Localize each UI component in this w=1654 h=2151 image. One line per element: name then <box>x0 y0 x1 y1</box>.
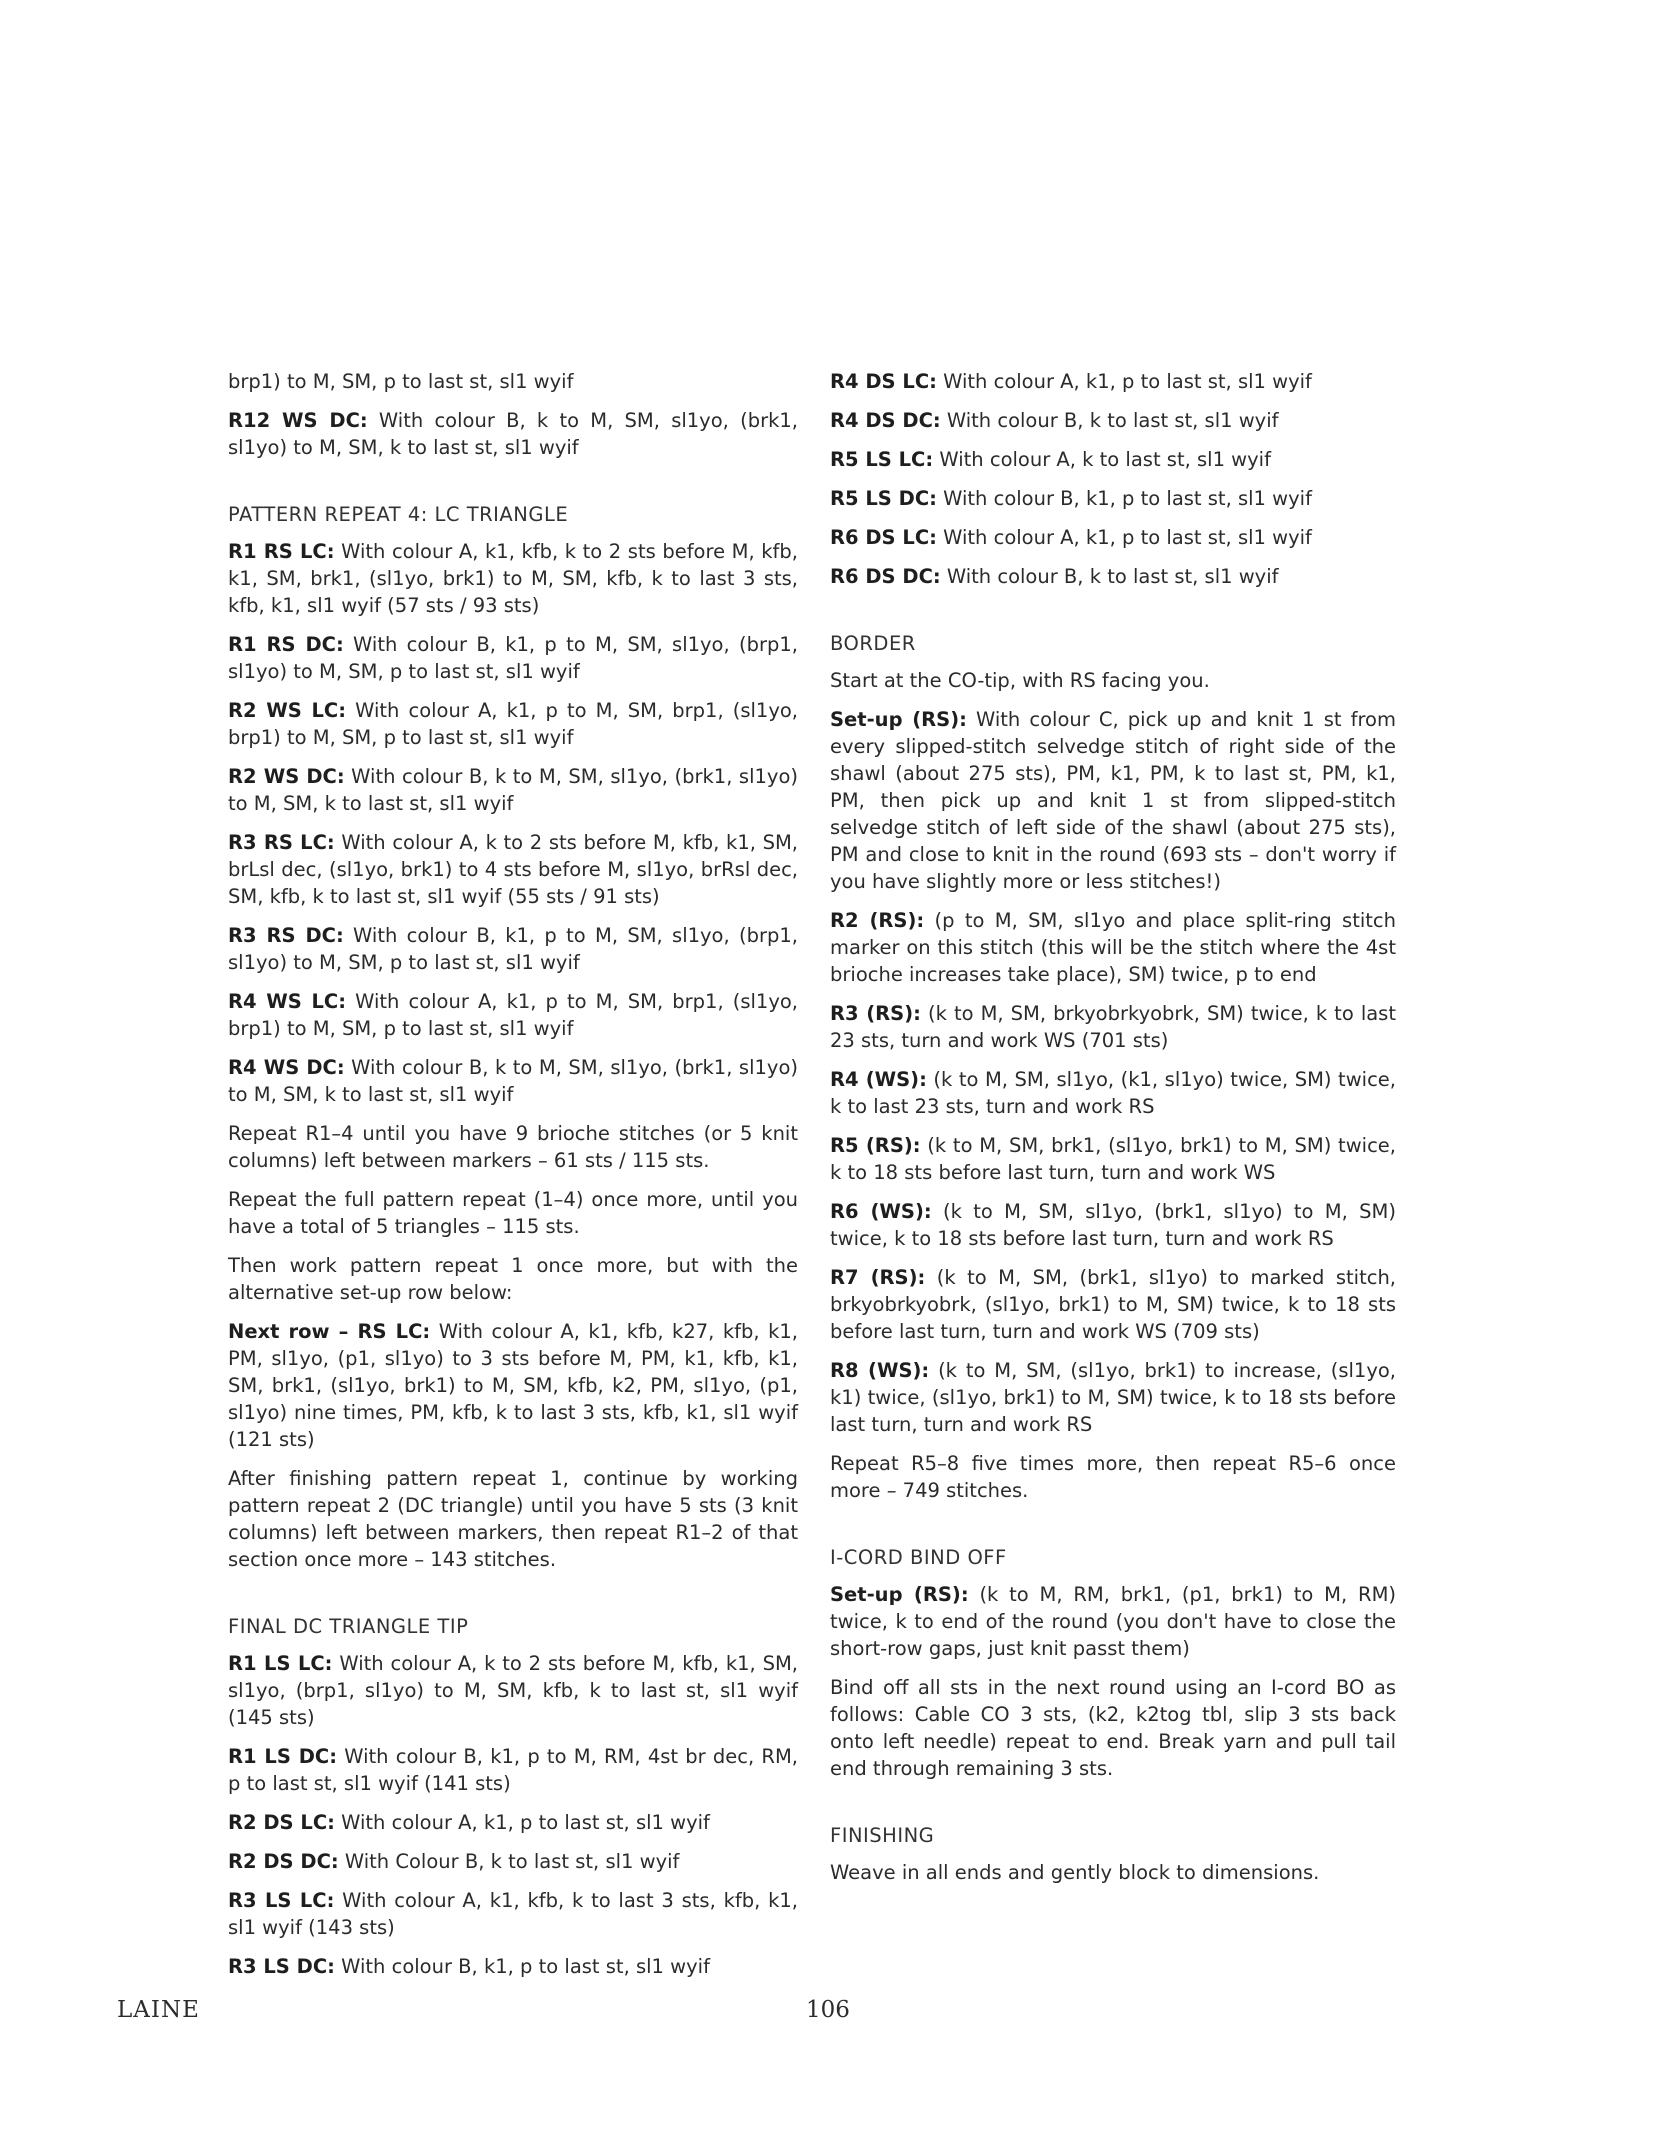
instruction-row <box>830 563 1396 590</box>
row-text: (p to M, SM, sl1yo and place split-ring stitch marker on this stitch (this will be the stitch where the 4st brioche increases take place), SM) twice, p to end <box>830 909 1396 986</box>
instruction-row <box>228 1809 798 1836</box>
instruction-row <box>228 1054 798 1108</box>
border-repeat-paragraph: Repeat R5–8 five times more, then repeat R5–6 once more – 749 stitches. <box>830 1452 1396 1502</box>
instruction-row <box>830 1264 1396 1345</box>
row-label: R3 (RS): <box>830 1002 921 1025</box>
row-label: R8 (WS): <box>830 1359 930 1382</box>
row-label: R5 LS LC: <box>830 448 934 471</box>
instruction-row-r12 <box>228 407 798 461</box>
row-text: (k to M, SM, sl1yo, (k1, sl1yo) twice, SM) twice, k to last 23 sts, turn and work RS <box>830 1068 1396 1118</box>
row-text: With colour B, k1, p to M, SM, sl1yo, (brp1, sl1yo) to M, SM, p to last st, sl1 wyif <box>228 633 798 683</box>
row-text: With colour A, k1, p to last st, sl1 wyif <box>936 370 1312 393</box>
border-intro: Start at the CO-tip, with RS facing you. <box>830 669 1210 692</box>
instruction-row-next-row <box>228 1318 798 1453</box>
section-heading-pattern-repeat-4: PATTERN REPEAT 4: LC TRIANGLE <box>228 503 569 526</box>
row-text: With colour A, k1, p to last st, sl1 wyif <box>334 1811 710 1834</box>
row-label: R2 WS DC: <box>228 765 345 788</box>
instruction-row <box>830 706 1396 895</box>
row-label: R4 (WS): <box>830 1068 927 1091</box>
row-label: R6 (WS): <box>830 1200 932 1223</box>
row-label: R2 DS DC: <box>228 1850 339 1873</box>
row-label: R3 LS LC: <box>228 1889 335 1912</box>
instruction-row <box>228 988 798 1042</box>
section-heading-icord-bind-off: I-CORD BIND OFF <box>830 1546 1007 1569</box>
row-label: Set-up (RS): <box>830 1583 969 1606</box>
instruction-row <box>228 631 798 685</box>
row-label: R2 WS LC: <box>228 699 347 722</box>
row-text: With colour A, k1, kfb, k to last 3 sts, kfb, k1, sl1 wyif (143 sts) <box>228 1889 798 1939</box>
row-text: With colour B, k1, p to last st, sl1 wyif <box>334 1955 710 1978</box>
final-tip-rows-continued <box>830 368 1396 590</box>
section-heading-final-dc-triangle-tip: FINAL DC TRIANGLE TIP <box>228 1615 469 1638</box>
row-text: (k to M, RM, brk1, (p1, brk1) to M, RM) twice, k to end of the round (you don't have to close the short-row gaps, just knit passt them) <box>830 1583 1396 1660</box>
row-text: (k to M, SM, (brk1, sl1yo) to marked stitch, brkyobrkyobrk, (sl1yo, brk1) to M, SM) twice, k to 18 sts before last turn, turn and work WS (709 sts) <box>830 1266 1396 1343</box>
instruction-row <box>228 697 798 751</box>
page-number: 106 <box>806 1997 850 2023</box>
row-label: R1 LS LC: <box>228 1652 333 1675</box>
instruction-row <box>228 763 798 817</box>
instruction-row <box>228 538 798 619</box>
instruction-row <box>228 1743 798 1797</box>
row-label: R3 LS DC: <box>228 1955 335 1978</box>
row-text: With colour A, k to 2 sts before M, kfb, k1, SM, brLsl dec, (sl1yo, brk1) to 4 sts before M, sl1yo, brRsl dec, SM, kfb, k to last st, sl1 wyif (55 sts / 91 sts) <box>228 831 798 908</box>
row-label: R7 (RS): <box>830 1266 926 1289</box>
instruction-row <box>228 1953 798 1980</box>
row-label: R4 WS LC: <box>228 990 347 1013</box>
row-text: With colour B, k1, p to M, SM, sl1yo, (brp1, sl1yo) to M, SM, p to last st, sl1 wyif <box>228 924 798 974</box>
section-heading-border: BORDER <box>830 632 916 655</box>
instruction-row <box>830 446 1396 473</box>
row-text: With colour A, k1, p to M, SM, brp1, (sl1yo, brp1) to M, SM, p to last st, sl1 wyif <box>228 699 798 749</box>
row-label: R2 (RS): <box>830 909 925 932</box>
row-text: With colour A, k to 2 sts before M, kfb, k1, SM, sl1yo, (brp1, sl1yo) to M, SM, kfb, k to last st, sl1 wyif (145 sts) <box>228 1652 798 1729</box>
row-label: R2 DS LC: <box>228 1811 335 1834</box>
instruction-row <box>830 407 1396 434</box>
instruction-row <box>228 1887 798 1941</box>
row-text: With colour A, k1, p to last st, sl1 wyif <box>936 526 1312 549</box>
instruction-row <box>228 829 798 910</box>
finishing-paragraph: Weave in all ends and gently block to dimensions. <box>830 1861 1320 1884</box>
right-column <box>830 368 1396 1898</box>
row-label: Set-up (RS): <box>830 708 967 731</box>
instruction-row <box>830 1132 1396 1186</box>
paragraph-alternative-setup: Then work pattern repeat 1 once more, but with the alternative set-up row below: <box>228 1254 798 1304</box>
section-heading-finishing: FINISHING <box>830 1824 935 1847</box>
row-text: With colour B, k to M, SM, sl1yo, (brk1, sl1yo) to M, SM, k to last st, sl1 wyif <box>228 765 798 815</box>
instruction-row <box>228 1848 798 1875</box>
instruction-row <box>830 1581 1396 1662</box>
row-label: R6 DS LC: <box>830 526 937 549</box>
paragraph-repeat-r1-4: Repeat R1–4 until you have 9 brioche stitches (or 5 knit columns) left between markers – 61 sts / 115 sts. <box>228 1122 798 1172</box>
row-text: (k to M, SM, brkyobrkyobrk, SM) twice, k to last 23 sts, turn and work WS (701 sts) <box>830 1002 1396 1052</box>
row-text: With colour B, k1, p to last st, sl1 wyif <box>936 487 1312 510</box>
row-text: With colour A, k to last st, sl1 wyif <box>933 448 1271 471</box>
row-label: R5 (RS): <box>830 1134 921 1157</box>
row-text: With colour B, k to M, SM, sl1yo, (brk1, sl1yo) to M, SM, k to last st, sl1 wyif <box>228 409 799 459</box>
row-text: With Colour B, k to last st, sl1 wyif <box>338 1850 680 1873</box>
row-label: R5 LS DC: <box>830 487 937 510</box>
instruction-row <box>830 524 1396 551</box>
row-label: R3 RS DC: <box>228 924 344 947</box>
magazine-name: LAINE <box>117 1997 200 2023</box>
instruction-row <box>830 1066 1396 1120</box>
instruction-row <box>228 1650 798 1731</box>
paragraph-after-finishing: After finishing pattern repeat 1, continue by working pattern repeat 2 (DC triangle) until you have 5 sts (3 knit columns) left between markers, then repeat R1–2 of that section once more – 143 stitches. <box>228 1467 798 1571</box>
row-label: R3 RS LC: <box>228 831 335 854</box>
row-label: Next row – RS LC: <box>228 1320 431 1343</box>
row-text: With colour A, k1, kfb, k27, kfb, k1, PM, sl1yo, (p1, sl1yo) to 3 sts before M, PM, k1, kfb, k1, SM, brk1, (sl1yo, brk1) to M, SM, kfb, k2, PM, sl1yo, (p1, sl1yo) nine times, PM, kfb, k to last 3 sts, kfb, k1, sl1 wyif (121 sts) <box>228 1320 798 1451</box>
row-text: With colour B, k to M, SM, sl1yo, (brk1, sl1yo) to M, SM, k to last st, sl1 wyif <box>228 1056 798 1106</box>
continued-line: brp1) to M, SM, p to last st, sl1 wyif <box>228 370 574 393</box>
instruction-row <box>830 485 1396 512</box>
instruction-row <box>830 1198 1396 1252</box>
row-text: (k to M, SM, sl1yo, (brk1, sl1yo) to M, SM) twice, k to 18 sts before last turn, turn and work RS <box>830 1200 1396 1250</box>
instruction-row <box>228 922 798 976</box>
icord-paragraph: Bind off all sts in the next round using an I-cord BO as follows: Cable CO 3 sts, (k2, k2tog tbl, slip 3 sts back onto left needle) repeat to end. Break yarn and pull tail end through remaining 3 sts. <box>830 1676 1396 1780</box>
row-label: R4 WS DC: <box>228 1056 345 1079</box>
row-label: R1 LS DC: <box>228 1745 338 1768</box>
instruction-row <box>830 1000 1396 1054</box>
instruction-row <box>830 907 1396 988</box>
row-label: R4 DS DC: <box>830 409 941 432</box>
row-text: With colour B, k to last st, sl1 wyif <box>940 565 1279 588</box>
instruction-row <box>830 368 1396 395</box>
row-label: R12 WS DC: <box>228 409 368 432</box>
row-text: With colour C, pick up and knit 1 st from every slipped-stitch selvedge stitch of right side of the shawl (about 275 sts), PM, k1, PM, k to last st, PM, k1, PM, then pick up and knit 1 st from slipped-stitch selvedge stitch of left side of the shawl (about 275 sts), PM and close to knit in the round (693 sts – don't worry if you have slightly more or less stitches!) <box>830 708 1396 893</box>
row-label: R6 DS DC: <box>830 565 941 588</box>
instruction-row <box>830 1357 1396 1438</box>
row-text: With colour B, k1, p to M, RM, 4st br dec, RM, p to last st, sl1 wyif (141 sts) <box>228 1745 798 1795</box>
row-text: With colour A, k1, kfb, k to 2 sts before M, kfb, k1, SM, brk1, (sl1yo, brk1) to M, SM, kfb, k to last 3 sts, kfb, k1, sl1 wyif (57 sts / 93 sts) <box>228 540 798 617</box>
row-label: R1 RS LC: <box>228 540 335 563</box>
row-text: (k to M, SM, brk1, (sl1yo, brk1) to M, SM) twice, k to 18 sts before last turn, turn and work WS <box>830 1134 1396 1184</box>
row-text: (k to M, SM, (sl1yo, brk1) to increase, (sl1yo, k1) twice, (sl1yo, brk1) to M, SM) twice, k to 18 sts before last turn, turn and work RS <box>830 1359 1396 1436</box>
row-text: With colour A, k1, p to M, SM, brp1, (sl1yo, brp1) to M, SM, p to last st, sl1 wyif <box>228 990 798 1040</box>
row-label: R4 DS LC: <box>830 370 937 393</box>
row-label: R1 RS DC: <box>228 633 344 656</box>
paragraph-full-repeat: Repeat the full pattern repeat (1–4) once more, until you have a total of 5 triangles – 115 sts. <box>228 1188 798 1238</box>
left-column <box>228 368 798 1992</box>
row-text: With colour B, k to last st, sl1 wyif <box>940 409 1279 432</box>
